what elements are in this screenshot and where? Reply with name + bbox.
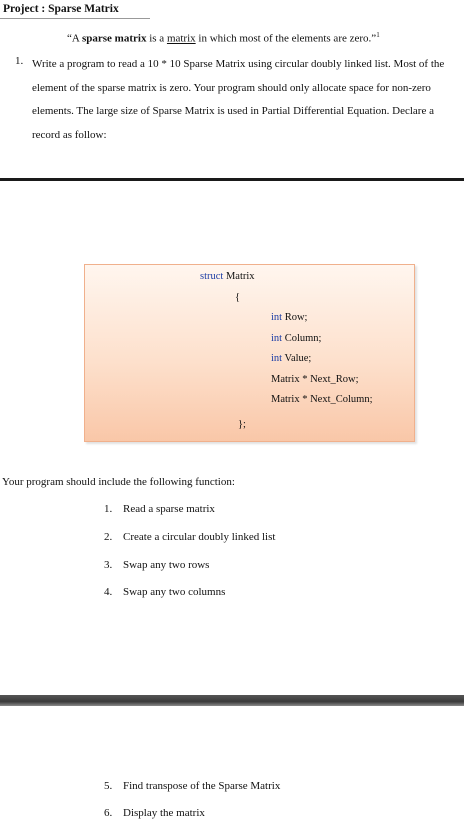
list-item-number: 3. [104,559,113,571]
page-title: Project : Sparse Matrix [3,3,119,15]
functions-intro: Your program should include the following function: [2,476,235,488]
page-divider [0,178,464,181]
page-break-band [0,695,464,706]
struct-name: Matrix [223,271,255,282]
list-item: Create a circular doubly linked list [123,531,276,543]
struct-keyword: struct [200,271,224,282]
quote-open: “A [67,32,82,45]
title-underline [0,18,150,19]
footnote-marker[interactable]: 1 [376,31,380,39]
field-next-row [271,374,359,385]
quote-tail: in which most of the elements are zero.” [195,32,377,45]
field-rest: Matrix * Next_Row; [271,374,359,385]
list-item-number: 6. [104,807,113,819]
field-rest: Value; [282,353,312,364]
question-number: 1. [15,55,24,67]
field-rest: Row; [282,312,308,323]
field-value [271,353,311,364]
open-brace: { [235,292,241,303]
field-column [271,333,321,344]
list-item: Swap any two rows [123,559,210,571]
close-brace: }; [238,419,246,430]
field-type: int [271,353,283,364]
field-type: int [271,333,283,344]
list-item: Display the matrix [123,807,205,819]
list-item-number: 2. [104,531,113,543]
list-item: Swap any two columns [123,586,226,598]
list-item: Find transpose of the Sparse Matrix [123,780,281,792]
quote-bold-term: sparse matrix [81,32,147,45]
field-rest: Column; [282,333,322,344]
struct-code-box [84,264,415,442]
definition-quote [67,31,380,45]
list-item: Read a sparse matrix [123,503,215,515]
struct-declaration [200,271,255,282]
list-item-number: 4. [104,586,113,598]
list-item-number: 1. [104,503,113,515]
question-text: Write a program to read a 10 * 10 Sparse Matrix using circular doubly linked list. Most of the element of the sparse matrix is zero. Your program should only allocate space for non-zero elements. The large size of Sparse Matrix is used in Partial Differential Equation. Declare a record as follow: [32,58,445,141]
matrix-link[interactable]: matrix [166,32,196,45]
field-row [271,312,307,323]
list-item-number: 5. [104,780,113,792]
field-type: int [271,312,283,323]
quote-mid: is a [146,32,167,45]
field-next-column [271,394,373,405]
field-rest: Matrix * Next_Column; [271,394,373,405]
